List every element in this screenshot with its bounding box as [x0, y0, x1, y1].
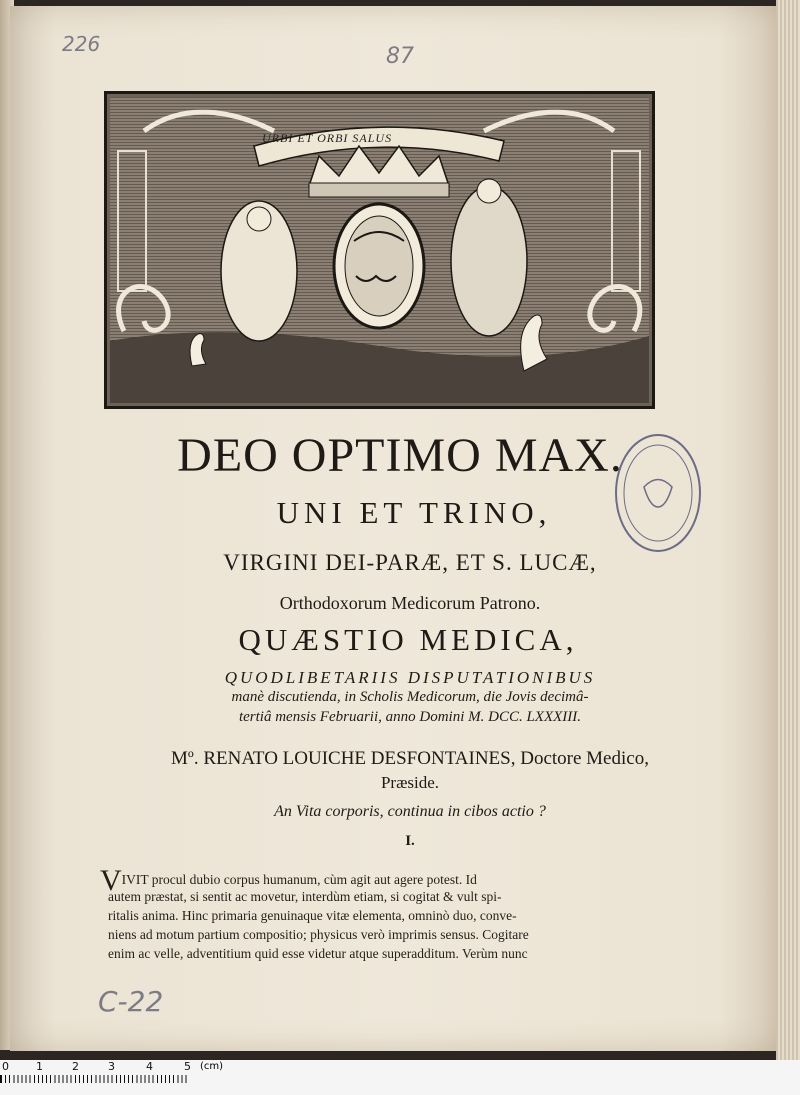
body-line-4: niens ad motum partium compositio; physicus verò imprimis sensus. Cogitare — [108, 927, 529, 942]
ruler-tick-2: 2 — [72, 1060, 79, 1073]
thesis-question: An Vita corporis, continua in cibos actio ? — [274, 803, 546, 820]
ruler-tick-1: 1 — [36, 1060, 43, 1073]
praeses-name: Mº. RENATO LOUICHE DESFONTAINES, Doctore Medico, — [171, 748, 649, 769]
dedication-line-4: Orthodoxorum Medicorum Patrono. — [279, 593, 541, 613]
body-line-5: enim ac velle, adventitium quid esse videtur atque superadditum. Verùm nunc — [108, 946, 528, 961]
pencil-shelf-mark: C-22 — [98, 985, 164, 1018]
date-line-2: tertiâ mensis Februarii, anno Domini M. DCC. LXXXIII. — [238, 709, 582, 725]
ruler-tick-0: 0 — [2, 1060, 9, 1073]
scale-ruler — [0, 1060, 800, 1095]
engraving-motto: URBI ET ORBI SALUS — [262, 131, 393, 145]
drop-cap: V — [100, 864, 122, 897]
pencil-page-number-center: 87 — [386, 44, 414, 69]
ruler-bar — [0, 1075, 187, 1083]
body-line-3: ritalis anima. Hinc primaria genuinaque vitæ elementa, omninò duo, conve- — [108, 908, 517, 923]
praeses-title: Præside. — [380, 773, 440, 792]
body-line-1-text: IVIT procul dubio corpus humanum, cùm agit aut agere potest. Id — [121, 872, 477, 887]
ruler-tick-3: 3 — [108, 1060, 115, 1073]
quaestio-title: QUÆSTIO MEDICA, — [238, 622, 578, 657]
dedication-line-2: UNI ET TRINO, — [276, 495, 552, 530]
section-number: I. — [405, 833, 415, 849]
dedication-line-1: DEO OPTIMO MAX. — [177, 429, 623, 482]
ruler-unit: (cm) — [200, 1061, 224, 1072]
pencil-page-number-left: 226 — [62, 32, 101, 56]
ruler-tick-4: 4 — [146, 1060, 153, 1073]
ruler-tick-5: 5 — [184, 1060, 191, 1073]
body-line-2: autem præstat, si sentit ac movetur, interdùm etiam, si cogitat & vult spi- — [108, 889, 502, 904]
disputation-line: QUODLIBETARIIS DISPUTATIONIBUS — [224, 668, 596, 687]
dedication-line-3: VIRGINI DEI-PARÆ, ET S. LUCÆ, — [223, 550, 597, 575]
date-line-1: manè discutienda, in Scholis Medicorum, die Jovis decimâ- — [231, 689, 589, 705]
